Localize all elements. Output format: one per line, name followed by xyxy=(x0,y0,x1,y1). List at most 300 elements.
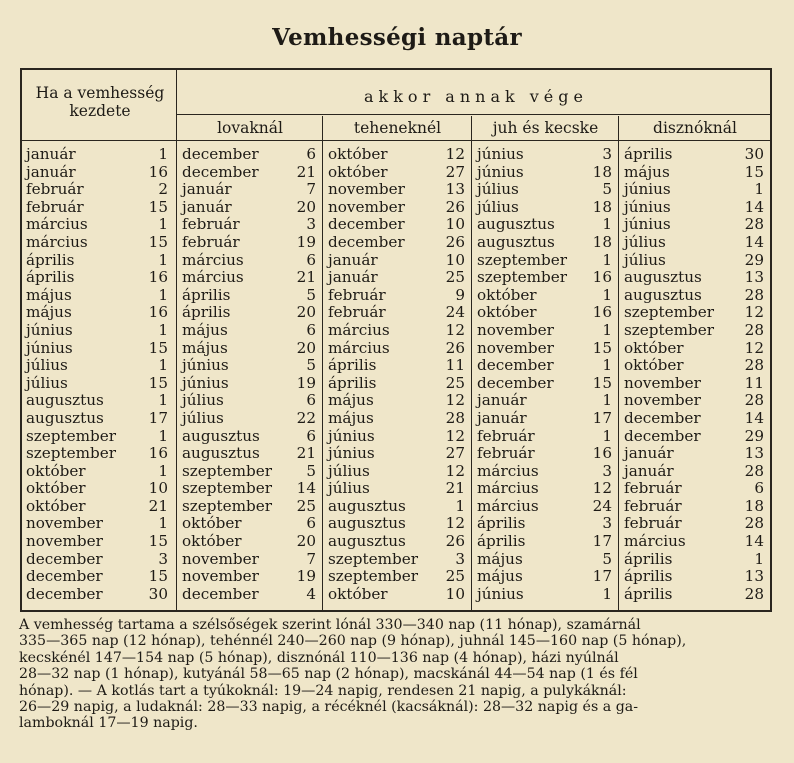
cell-day: 12 xyxy=(445,461,465,480)
cell-day: 14 xyxy=(744,197,764,216)
table-cell xyxy=(328,568,465,586)
cell-day: 14 xyxy=(744,408,764,427)
table-cell xyxy=(328,392,465,410)
cell-day: 19 xyxy=(296,567,316,586)
table-cell xyxy=(26,164,168,182)
table-cell xyxy=(328,463,465,481)
table-cell xyxy=(26,304,168,322)
table-cell xyxy=(624,146,764,164)
column-header-sheep-goat: juh és kecske xyxy=(492,119,599,137)
column-sheep-goat xyxy=(477,146,612,603)
cell-month: június xyxy=(624,197,671,216)
cell-month: március xyxy=(182,250,244,269)
cell-day: 15 xyxy=(148,197,168,216)
cell-day: 15 xyxy=(148,373,168,392)
table-cell xyxy=(477,234,612,252)
cell-day: 29 xyxy=(744,426,764,445)
column-header-cattle: teheneknél xyxy=(353,119,442,137)
note-line: 335—365 nap (12 hónap), tehénnél 240—260 nap (9 hónap), juhnál 145—160 nap (5 hónap), xyxy=(19,633,687,650)
cell-day: 14 xyxy=(744,232,764,251)
cell-month: december xyxy=(182,584,259,603)
cell-month: augusztus xyxy=(26,408,104,427)
cell-day: 12 xyxy=(744,338,764,357)
table-cell xyxy=(624,375,764,393)
table-cell xyxy=(328,445,465,463)
table-cell xyxy=(328,375,465,393)
table-cell xyxy=(182,199,316,217)
cell-day: 1 xyxy=(158,320,168,339)
cell-day: 16 xyxy=(592,444,612,463)
cell-month: október xyxy=(624,356,684,375)
cell-month: január xyxy=(26,162,76,181)
cell-month: április xyxy=(477,514,526,533)
column-header-horses: lovaknál xyxy=(217,119,283,137)
cell-day: 17 xyxy=(592,408,612,427)
table-cell xyxy=(328,322,465,340)
cell-month: április xyxy=(624,584,673,603)
table-cell xyxy=(477,181,612,199)
cell-day: 6 xyxy=(306,250,316,269)
cell-month: március xyxy=(477,461,539,480)
cell-month: január xyxy=(328,268,378,287)
cell-day: 15 xyxy=(744,162,764,181)
table-cell xyxy=(328,357,465,375)
cell-day: 1 xyxy=(602,356,612,375)
cell-day: 5 xyxy=(306,461,316,480)
table-cell xyxy=(477,410,612,428)
cell-day: 12 xyxy=(445,320,465,339)
table-cell xyxy=(182,146,316,164)
column-divider xyxy=(618,116,619,610)
cell-month: május xyxy=(328,408,374,427)
cell-day: 13 xyxy=(744,444,764,463)
cell-month: március xyxy=(328,338,390,357)
cell-month: január xyxy=(477,408,527,427)
cell-day: 1 xyxy=(602,215,612,234)
cell-day: 12 xyxy=(744,303,764,322)
cell-day: 26 xyxy=(445,532,465,551)
cell-month: augusztus xyxy=(328,532,406,551)
cell-month: május xyxy=(477,549,523,568)
table-cell xyxy=(624,428,764,446)
cell-day: 1 xyxy=(602,584,612,603)
table-cell xyxy=(477,515,612,533)
table-cell xyxy=(26,568,168,586)
table-cell xyxy=(182,568,316,586)
cell-month: augusztus xyxy=(182,444,260,463)
cell-day: 10 xyxy=(148,479,168,498)
cell-month: szeptember xyxy=(182,461,272,480)
table-cell xyxy=(328,216,465,234)
cell-month: május xyxy=(26,285,72,304)
cell-day: 13 xyxy=(744,567,764,586)
table-cell xyxy=(477,498,612,516)
cell-day: 25 xyxy=(445,268,465,287)
table-cell xyxy=(328,146,465,164)
cell-month: március xyxy=(477,479,539,498)
cell-month: október xyxy=(26,479,86,498)
table-cell xyxy=(477,146,612,164)
cell-month: május xyxy=(182,320,228,339)
cell-month: október xyxy=(328,162,388,181)
cell-day: 3 xyxy=(602,145,612,163)
cell-month: szeptember xyxy=(26,426,116,445)
table-cell xyxy=(182,410,316,428)
cell-month: január xyxy=(624,444,674,463)
table-cell xyxy=(624,410,764,428)
table-cell xyxy=(477,269,612,287)
cell-month: június xyxy=(182,356,229,375)
cell-month: szeptember xyxy=(624,320,714,339)
table-cell xyxy=(182,551,316,569)
gestation-note xyxy=(19,617,764,732)
cell-month: november xyxy=(328,180,405,199)
cell-day: 13 xyxy=(445,180,465,199)
table-cell xyxy=(182,480,316,498)
cell-day: 1 xyxy=(158,356,168,375)
cell-day: 28 xyxy=(744,514,764,533)
cell-month: december xyxy=(26,567,103,586)
cell-month: szeptember xyxy=(328,549,418,568)
cell-day: 1 xyxy=(602,250,612,269)
table-cell xyxy=(26,392,168,410)
cell-day: 24 xyxy=(445,303,465,322)
cell-day: 20 xyxy=(296,303,316,322)
table-cell xyxy=(26,269,168,287)
cell-day: 15 xyxy=(148,567,168,586)
cell-month: február xyxy=(328,303,386,322)
table-cell xyxy=(624,498,764,516)
cell-day: 28 xyxy=(744,285,764,304)
cell-month: október xyxy=(477,285,537,304)
table-cell xyxy=(624,463,764,481)
cell-day: 27 xyxy=(445,444,465,463)
cell-day: 24 xyxy=(592,496,612,515)
table-cell xyxy=(328,515,465,533)
cell-day: 5 xyxy=(602,180,612,199)
cell-month: június xyxy=(182,373,229,392)
table-cell xyxy=(26,181,168,199)
cell-day: 28 xyxy=(744,461,764,480)
cell-month: február xyxy=(477,444,535,463)
cell-month: március xyxy=(328,320,390,339)
cell-day: 29 xyxy=(744,250,764,269)
cell-month: február xyxy=(328,285,386,304)
cell-day: 30 xyxy=(148,584,168,603)
cell-day: 21 xyxy=(445,479,465,498)
cell-month: július xyxy=(328,461,370,480)
cell-day: 1 xyxy=(602,391,612,410)
table-cell xyxy=(624,164,764,182)
table-cell xyxy=(477,428,612,446)
cell-month: március xyxy=(26,232,88,251)
table-cell xyxy=(624,568,764,586)
table-cell xyxy=(182,445,316,463)
cell-month: november xyxy=(182,549,259,568)
table-cell xyxy=(26,146,168,164)
cell-day: 14 xyxy=(744,532,764,551)
cell-day: 21 xyxy=(296,444,316,463)
cell-month: január xyxy=(477,391,527,410)
table-cell xyxy=(182,252,316,270)
cell-month: szeptember xyxy=(624,303,714,322)
cell-day: 19 xyxy=(296,232,316,251)
cell-day: 2 xyxy=(158,180,168,199)
table-cell xyxy=(477,533,612,551)
cell-day: 1 xyxy=(602,426,612,445)
cell-day: 12 xyxy=(445,514,465,533)
column-divider xyxy=(322,116,323,610)
table-cell xyxy=(26,252,168,270)
table-cell xyxy=(477,392,612,410)
cell-day: 18 xyxy=(592,232,612,251)
cell-day: 3 xyxy=(602,514,612,533)
cell-month: július xyxy=(477,180,519,199)
table-cell xyxy=(328,287,465,305)
cell-month: április xyxy=(182,285,231,304)
table-cell xyxy=(624,586,764,604)
cell-month: október xyxy=(26,461,86,480)
table-cell xyxy=(477,216,612,234)
cell-month: február xyxy=(624,479,682,498)
table-cell xyxy=(624,216,764,234)
cell-month: augusztus xyxy=(624,268,702,287)
cell-day: 14 xyxy=(296,479,316,498)
cell-day: 16 xyxy=(592,268,612,287)
column-divider xyxy=(176,70,177,610)
cell-month: július xyxy=(328,479,370,498)
cell-day: 12 xyxy=(592,479,612,498)
cell-day: 28 xyxy=(445,408,465,427)
cell-month: január xyxy=(26,145,76,163)
table-cell xyxy=(182,287,316,305)
cell-day: 11 xyxy=(445,356,465,375)
cell-day: 10 xyxy=(445,250,465,269)
table-cell xyxy=(477,375,612,393)
column-header-pigs: disznóknál xyxy=(653,119,737,137)
table-cell xyxy=(182,586,316,604)
table-cell xyxy=(477,252,612,270)
cell-day: 1 xyxy=(158,514,168,533)
note-line: 28—32 nap (1 hónap), kutyánál 58—65 nap (2 hónap), macskánál 44—54 nap (1 és fél xyxy=(19,666,638,683)
cell-month: július xyxy=(182,408,224,427)
table-cell xyxy=(26,463,168,481)
note-line: kecskénél 147—154 nap (5 hónap), disznónál 110—136 nap (4 hónap), házi nyúlnál xyxy=(19,649,619,666)
table-cell xyxy=(328,164,465,182)
header-divider xyxy=(176,114,770,115)
cell-month: december xyxy=(624,408,701,427)
table-cell xyxy=(182,533,316,551)
cell-day: 21 xyxy=(296,268,316,287)
table-cell xyxy=(182,428,316,446)
cell-day: 6 xyxy=(306,391,316,410)
cell-day: 28 xyxy=(744,320,764,339)
cell-month: augusztus xyxy=(477,215,555,234)
cell-month: június xyxy=(26,320,73,339)
cell-day: 22 xyxy=(296,408,316,427)
cell-day: 1 xyxy=(455,496,465,515)
cell-month: augusztus xyxy=(26,391,104,410)
note-line: hónap). — A kotlás tart a tyúkoknál: 19—24 napig, rendesen 21 napig, a pulykáknál: xyxy=(19,682,627,699)
table-cell xyxy=(624,515,764,533)
table-cell xyxy=(624,480,764,498)
cell-day: 18 xyxy=(744,496,764,515)
start-header xyxy=(22,84,178,120)
cell-month: július xyxy=(26,373,68,392)
cell-month: február xyxy=(624,514,682,533)
table-cell xyxy=(624,304,764,322)
cell-day: 1 xyxy=(158,426,168,445)
cell-month: szeptember xyxy=(182,496,272,515)
cell-day: 12 xyxy=(445,426,465,445)
cell-month: szeptember xyxy=(328,567,418,586)
cell-month: szeptember xyxy=(182,479,272,498)
table-cell xyxy=(328,428,465,446)
cell-month: október xyxy=(624,338,684,357)
table-cell xyxy=(477,199,612,217)
table-cell xyxy=(182,322,316,340)
table-cell xyxy=(26,533,168,551)
cell-day: 3 xyxy=(158,549,168,568)
table-cell xyxy=(182,357,316,375)
cell-month: október xyxy=(328,145,388,163)
cell-day: 1 xyxy=(158,145,168,163)
table-cell xyxy=(26,551,168,569)
table-cell xyxy=(477,586,612,604)
page-title: Vemhességi naptár xyxy=(272,24,522,51)
cell-day: 1 xyxy=(754,549,764,568)
cell-day: 10 xyxy=(445,215,465,234)
end-header: akkor annak vége xyxy=(364,87,588,106)
cell-month: augusztus xyxy=(328,514,406,533)
table-cell xyxy=(477,322,612,340)
table-cell xyxy=(624,234,764,252)
cell-month: február xyxy=(624,496,682,515)
table-cell xyxy=(26,480,168,498)
cell-month: augusztus xyxy=(182,426,260,445)
cell-day: 15 xyxy=(148,532,168,551)
table-cell xyxy=(477,287,612,305)
table-cell xyxy=(328,269,465,287)
cell-day: 7 xyxy=(306,180,316,199)
cell-month: március xyxy=(477,496,539,515)
table-cell xyxy=(26,357,168,375)
cell-month: december xyxy=(26,549,103,568)
cell-month: március xyxy=(624,532,686,551)
cell-month: június xyxy=(624,215,671,234)
cell-day: 16 xyxy=(148,303,168,322)
table-cell xyxy=(328,480,465,498)
cell-month: október xyxy=(26,496,86,515)
table-cell xyxy=(624,392,764,410)
cell-day: 25 xyxy=(445,373,465,392)
cell-day: 3 xyxy=(602,461,612,480)
table-cell xyxy=(26,428,168,446)
cell-month: július xyxy=(624,232,666,251)
cell-month: május xyxy=(26,303,72,322)
cell-day: 18 xyxy=(592,197,612,216)
cell-day: 26 xyxy=(445,338,465,357)
cell-day: 28 xyxy=(744,391,764,410)
cell-day: 12 xyxy=(445,145,465,163)
cell-month: november xyxy=(477,320,554,339)
cell-month: május xyxy=(624,162,670,181)
cell-month: április xyxy=(624,567,673,586)
cell-month: február xyxy=(26,180,84,199)
cell-day: 3 xyxy=(455,549,465,568)
header-divider xyxy=(22,140,770,141)
column-cattle xyxy=(328,146,465,603)
cell-day: 11 xyxy=(744,373,764,392)
table-cell xyxy=(26,199,168,217)
cell-month: június xyxy=(328,444,375,463)
cell-month: január xyxy=(182,180,232,199)
table-cell xyxy=(624,269,764,287)
cell-month: november xyxy=(182,567,259,586)
cell-day: 6 xyxy=(754,479,764,498)
start-header-line-1: Ha a vemhesség xyxy=(35,84,165,102)
table-cell xyxy=(26,287,168,305)
table-cell xyxy=(26,498,168,516)
table-cell xyxy=(328,340,465,358)
table-cell xyxy=(182,304,316,322)
cell-day: 10 xyxy=(445,584,465,603)
column-pigs xyxy=(624,146,764,603)
table-cell xyxy=(624,357,764,375)
table-cell xyxy=(182,392,316,410)
cell-day: 25 xyxy=(296,496,316,515)
cell-day: 15 xyxy=(592,338,612,357)
cell-month: április xyxy=(26,268,75,287)
column-start xyxy=(26,146,168,603)
cell-day: 21 xyxy=(296,162,316,181)
cell-day: 21 xyxy=(148,496,168,515)
cell-day: 1 xyxy=(602,320,612,339)
cell-day: 6 xyxy=(306,514,316,533)
cell-day: 17 xyxy=(592,567,612,586)
cell-day: 20 xyxy=(296,338,316,357)
cell-month: november xyxy=(328,197,405,216)
table-cell xyxy=(477,164,612,182)
note-line: lamboknál 17—19 napig. xyxy=(19,715,198,732)
table-cell xyxy=(624,551,764,569)
cell-day: 16 xyxy=(148,268,168,287)
cell-day: 1 xyxy=(602,285,612,304)
table-cell xyxy=(328,304,465,322)
cell-day: 1 xyxy=(158,215,168,234)
table-cell xyxy=(477,463,612,481)
cell-month: április xyxy=(182,303,231,322)
table-cell xyxy=(477,340,612,358)
table-cell xyxy=(182,463,316,481)
cell-day: 15 xyxy=(148,232,168,251)
cell-month: június xyxy=(477,145,524,163)
cell-month: december xyxy=(477,373,554,392)
table-cell xyxy=(328,199,465,217)
cell-day: 28 xyxy=(744,584,764,603)
start-header-line-2: kezdete xyxy=(69,102,131,120)
table-cell xyxy=(182,340,316,358)
cell-month: január xyxy=(624,461,674,480)
cell-month: február xyxy=(182,215,240,234)
table-cell xyxy=(328,498,465,516)
cell-day: 1 xyxy=(158,391,168,410)
cell-month: május xyxy=(477,567,523,586)
cell-month: július xyxy=(477,197,519,216)
table-cell xyxy=(182,164,316,182)
cell-day: 5 xyxy=(602,549,612,568)
cell-month: október xyxy=(182,532,242,551)
